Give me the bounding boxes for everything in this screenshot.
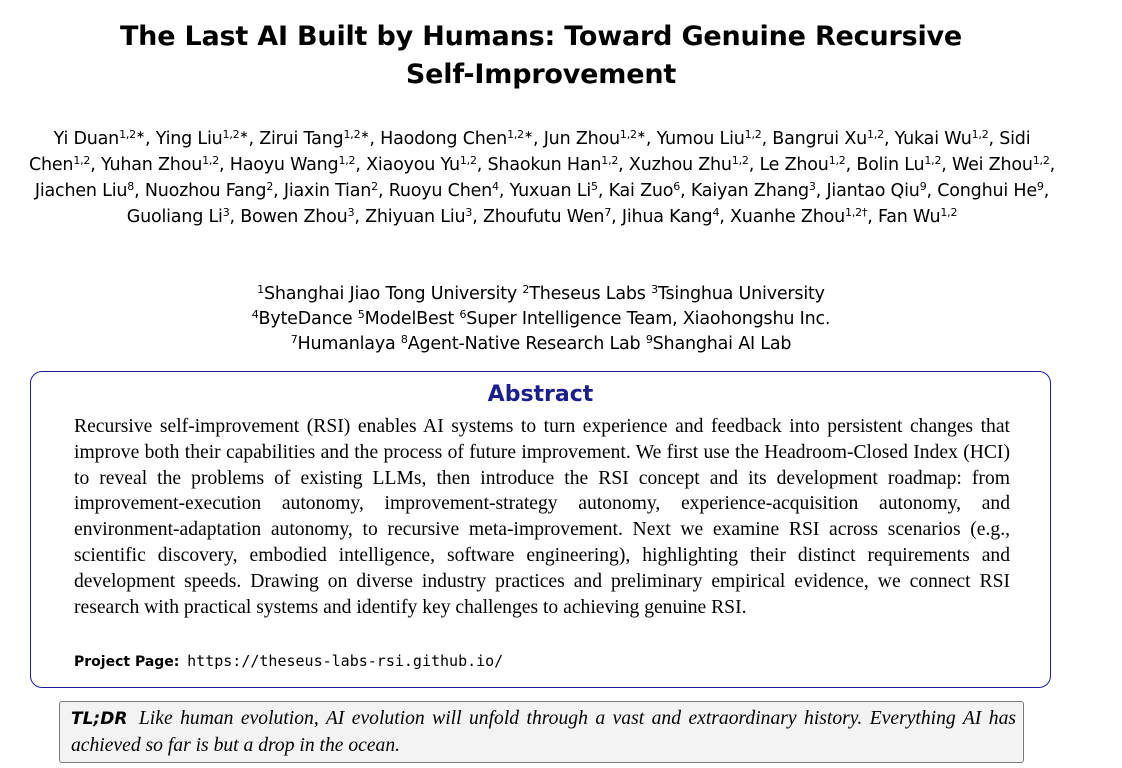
abstract-heading: Abstract	[487, 382, 594, 407]
author	[54, 129, 145, 149]
affiliation	[651, 284, 825, 304]
author	[878, 207, 957, 227]
author-affiliation-marker: 1,2†	[845, 206, 868, 219]
author	[730, 207, 867, 227]
author-name: Zhiyuan Liu	[365, 207, 466, 227]
author-affiliation-marker: 3	[465, 206, 473, 219]
author-affiliation-marker: 2	[371, 180, 378, 193]
affiliation-number: 7	[290, 333, 298, 346]
author-affiliation-marker: 1,2∗	[619, 128, 646, 141]
affiliation-number: 4	[251, 308, 259, 321]
affiliation	[358, 309, 454, 329]
author-affiliation-marker: 2	[266, 180, 274, 193]
author-name: Nuozhou Fang	[144, 181, 267, 201]
author-affiliation-marker: 4	[712, 206, 720, 219]
author-name: Xuzhou Zhu	[628, 155, 732, 175]
author	[622, 207, 719, 227]
author-name: Jun Zhou	[543, 129, 620, 149]
author-name: Kai Zuo	[608, 181, 674, 201]
author-affiliation-marker: 1,2∗	[222, 128, 249, 141]
affiliation-number: 3	[651, 283, 658, 296]
author-affiliation-marker: 9	[919, 180, 927, 193]
author-name: Jiantao Qiu	[826, 181, 920, 201]
author-affiliation-marker: 3	[222, 206, 230, 219]
affiliation-number: 8	[400, 333, 408, 346]
author	[145, 181, 273, 201]
author-affiliation-marker: 1,2∗	[507, 128, 533, 141]
project-page-link[interactable]: https://theseus-labs-rsi.github.io/	[187, 652, 504, 670]
author	[380, 129, 533, 149]
affiliation-name: Shanghai AI Lab	[652, 334, 792, 354]
author-affiliation-marker: 1,2∗	[119, 128, 145, 141]
author-affiliation-marker: 5	[591, 180, 598, 193]
author	[609, 181, 681, 201]
author-affiliation-marker: 1,2	[744, 128, 762, 141]
tldr-text-block	[71, 706, 1016, 758]
author	[759, 155, 845, 175]
author	[629, 155, 749, 175]
author-name: Yuhan Zhou	[100, 155, 203, 175]
author-list: Yi Duan$^{1,2∗}$, Ying Liu$^{1,2∗}$, Zirui Tang$^{1,2∗}$, Haodong Chen$^{1,2∗}$, Jun Zhou$^{1,2∗}$, Yumou Liu$^{1,2}$, Bangrui Xu$^{1,2}$, Yukai Wu$^{1,2}$, Sidi Chen$^{1,2}$, Yuhan Zhou$^{1,2}$, Haoyu Wang$^{1,2}$, Xiaoyou Yu$^{1,2}$, Shaokun Han$^{1,2}$, Xuzhou Zhu$^{1,2}$, Le Zhou$^{1,2}$, Bolin Lu$^{1,2}$, Wei Zhou$^{1,2}$, Jiachen Liu$^8$, Nuozhou Fang$^2$, Jiaxin Tian$^2$, Ruoyu Chen$^4$, Yuxuan Li$^5$, Kai Zuo$^6$, Kaiyan Zhang$^3$, Jiantao Qiu$^9$, Conghui He$^9$, Guoliang Li$^3$, Bowen Zhou$^3$, Zhiyuan Liu$^3$, Zhoufutu Wen$^7$, Jihua Kang$^4$, Xuanhe Zhou$^{1,2\dagger}$, Fan Wu$^{1,2}$	[28, 128, 1056, 227]
author-name: Shaokun Han	[487, 155, 602, 175]
author	[101, 155, 219, 175]
tldr-text: Like human evolution, AI evolution will unfold through a vast and extraordinary history. Everything AI has achieved so far is but a drop in the ocean.	[71, 708, 1016, 756]
author-affiliation-marker: 1,2	[338, 154, 356, 167]
author-name: Sidi Chen	[28, 129, 1031, 175]
author	[488, 155, 619, 175]
author-affiliation-marker: 1,2	[971, 128, 989, 141]
author-name: Haodong Chen	[380, 129, 508, 149]
affiliation	[522, 284, 645, 304]
author-affiliation-marker: 1,2	[459, 154, 477, 167]
author	[35, 181, 134, 201]
affiliation-name: Humanlaya	[297, 334, 396, 354]
paper-title-line-2: Self-Improvement	[405, 59, 677, 90]
author	[657, 129, 762, 149]
tldr-label: TL;DR	[71, 709, 128, 729]
paper-title	[0, 18, 1082, 94]
author	[952, 155, 1050, 175]
author-name: Jiachen Liu	[34, 181, 128, 201]
affiliation-name: Theseus Labs	[529, 284, 646, 304]
author	[544, 129, 646, 149]
author-affiliation-marker: 6	[673, 180, 681, 193]
project-page-line	[74, 652, 503, 671]
author-name: Zhoufutu Wen	[482, 207, 605, 227]
affiliation-number: 2	[522, 283, 530, 296]
author-name: Le Zhou	[759, 155, 829, 175]
author-affiliation-marker: 1,2∗	[343, 128, 370, 141]
author-name: Wei Zhou	[952, 155, 1033, 175]
author	[230, 155, 356, 175]
affiliation	[459, 309, 830, 329]
author	[691, 181, 816, 201]
affiliation-number: 5	[357, 308, 365, 321]
affiliation-name: ByteDance	[258, 309, 353, 329]
author	[856, 155, 941, 175]
author	[895, 129, 989, 149]
author-name: Ying Liu	[155, 129, 223, 149]
author-affiliation-marker: 1,2	[73, 154, 91, 167]
affiliation-number: 9	[645, 333, 653, 346]
author-affiliation-marker: 1,2	[940, 206, 958, 219]
author-name: Conghui He	[937, 181, 1037, 201]
author-name: Kaiyan Zhang	[690, 181, 809, 201]
affiliation-number: 6	[459, 308, 467, 321]
author-name: Bangrui Xu	[772, 129, 868, 149]
author	[127, 207, 230, 227]
author-name: Yukai Wu	[894, 129, 972, 149]
author-name: Jihua Kang	[621, 207, 713, 227]
affiliation-list	[0, 282, 1082, 357]
author	[826, 181, 926, 201]
author-affiliation-marker: 1,2	[1032, 154, 1050, 167]
affiliation-name: Super Intelligence Team, Xiaohongshu Inc.	[466, 309, 831, 329]
project-page-label: Project Page:	[74, 654, 180, 670]
author	[389, 181, 499, 201]
affiliation-line	[0, 282, 1082, 307]
author-affiliation-marker: 4	[492, 180, 499, 193]
abstract-text: Recursive self-improvement (RSI) enables AI systems to turn experience and feedback into persistent changes that improve both their capabilities and the process of future improvement. We first use the Headroom-Closed Index (HCI) to reveal the problems of existing LLMs, then introduce the RSI concept and its development roadmap: from improvement-execution autonomy, improvement-strategy autonomy, experience-acquisition autonomy, and environment-adaptation autonomy, to recursive meta-improvement. Next we examine RSI across scenarios (e.g., scientific discovery, embodied intelligence, software engineering), highlighting their distinct requirements and development speeds. Drawing on diverse industry practices and preliminary empirical evidence, we connect RSI research with practical systems and identify key challenges to achieving genuine RSI.	[74, 416, 1010, 618]
affiliation-name: ModelBest	[364, 309, 455, 329]
affiliation-number: 1	[257, 283, 264, 296]
author	[156, 129, 249, 149]
author	[937, 181, 1043, 201]
author	[366, 155, 477, 175]
affiliation-name: Shanghai Jiao Tong University	[263, 284, 518, 304]
author-name: Fan Wu	[877, 207, 941, 227]
author-name: Yi Duan	[53, 129, 120, 149]
author-name: Xuanhe Zhou	[730, 207, 846, 227]
author-affiliation-marker: 1,2	[828, 154, 846, 167]
affiliation	[401, 334, 641, 354]
affiliation-name: Tsinghua University	[657, 284, 825, 304]
author-name: Yuxuan Li	[509, 181, 592, 201]
author-name: Haoyu Wang	[229, 155, 339, 175]
author-name: Bowen Zhou	[240, 207, 348, 227]
author-name: Xiaoyou Yu	[366, 155, 460, 175]
paper-title-line-1: The Last AI Built by Humans: Toward Genuine Recursive	[119, 21, 963, 52]
author-affiliation-marker: 1,2	[601, 154, 619, 167]
author-name: Ruoyu Chen	[388, 181, 493, 201]
author	[510, 181, 598, 201]
author	[240, 207, 354, 227]
affiliation	[646, 334, 791, 354]
affiliation-line	[0, 307, 1082, 332]
author-affiliation-marker: 7	[604, 206, 612, 219]
affiliation-name: Agent-Native Research Lab	[407, 334, 641, 354]
abstract-box	[30, 371, 1051, 688]
author-affiliation-marker: 1,2	[867, 128, 884, 141]
author-affiliation-marker: 3	[808, 180, 816, 193]
affiliation	[252, 309, 353, 329]
author-affiliation-marker: 1,2	[731, 154, 749, 167]
author-affiliation-marker: 3	[347, 206, 355, 219]
affiliation	[257, 284, 517, 304]
affiliation	[291, 334, 396, 354]
author-affiliation-marker: 8	[127, 180, 135, 193]
author-affiliation-marker: 1,2	[202, 154, 219, 167]
author	[483, 207, 611, 227]
author-affiliation-marker: 9	[1036, 180, 1044, 193]
author-name: Jiaxin Tian	[283, 181, 372, 201]
author-name: Bolin Lu	[856, 155, 925, 175]
author-name: Yumou Liu	[656, 129, 745, 149]
tldr-box	[59, 701, 1024, 763]
author-affiliation-marker: 1,2	[924, 154, 942, 167]
affiliation-line	[0, 332, 1082, 357]
author-name: Zirui Tang	[259, 129, 344, 149]
author	[284, 181, 378, 201]
author	[259, 129, 369, 149]
author-name: Guoliang Li	[126, 207, 223, 227]
author	[365, 207, 472, 227]
author	[772, 129, 884, 149]
